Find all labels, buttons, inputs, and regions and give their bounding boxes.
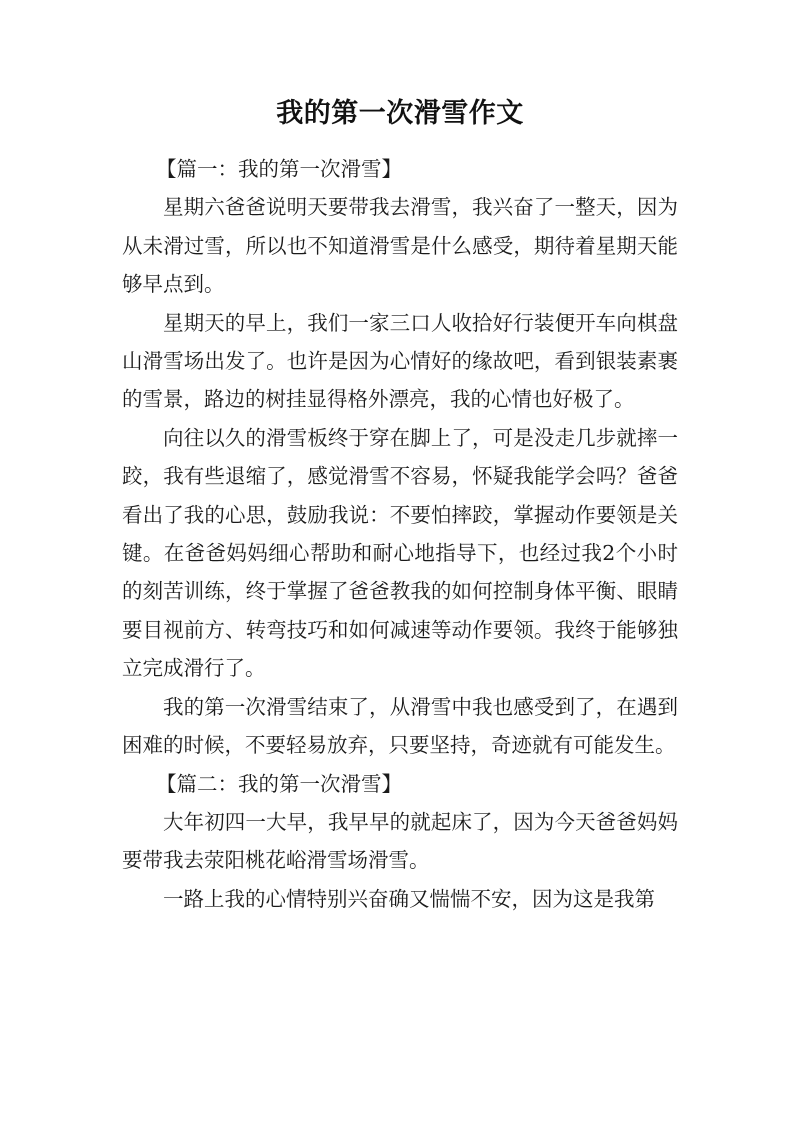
section-heading-1: 【篇一：我的第一次滑雪】 bbox=[156, 157, 402, 181]
section-heading-2: 【篇二：我的第一次滑雪】 bbox=[156, 771, 402, 796]
paragraph: 向往以久的滑雪板终于穿在脚上了，可是没走几步就摔一跤，我有些退缩了，感觉滑雪不容易，怀疑我能学会吗？爸爸看出了我的心思，鼓励我说：不要怕摔跤，掌握动作要领是关键。在爸爸妈妈细心帮助和耐心地指导下，也经过我2个小时的刻苦训练，终于掌握了爸爸教我的如何控制身体平衡、眼睛要目视前方、转弯技巧和如何减速等动作要领。我终于能够独立完成滑行了。 bbox=[122, 425, 678, 681]
paragraph: 大年初四一大早，我早早的就起床了，因为今天爸爸妈妈要带我去荥阳桃花峪滑雪场滑雪。 bbox=[122, 809, 678, 873]
document-title: 我的第一次滑雪作文 bbox=[276, 98, 524, 129]
paragraph: 一路上我的心情特别兴奋确又惴惴不安，因为这是我第 bbox=[163, 886, 655, 911]
paragraph: 星期天的早上，我们一家三口人收拾好行装便开车向棋盘山滑雪场出发了。也许是因为心情好的缘故吧，看到银装素裹的雪景，路边的树挂显得格外漂亮，我的心情也好极了。 bbox=[122, 310, 678, 412]
paragraph: 星期六爸爸说明天要带我去滑雪，我兴奋了一整天，因为从未滑过雪，所以也不知道滑雪是什么感受，期待着星期天能够早点到。 bbox=[122, 195, 678, 297]
paragraph: 我的第一次滑雪结束了，从滑雪中我也感受到了，在遇到困难的时候，不要轻易放弃，只要坚持，奇迹就有可能发生。 bbox=[122, 694, 678, 758]
